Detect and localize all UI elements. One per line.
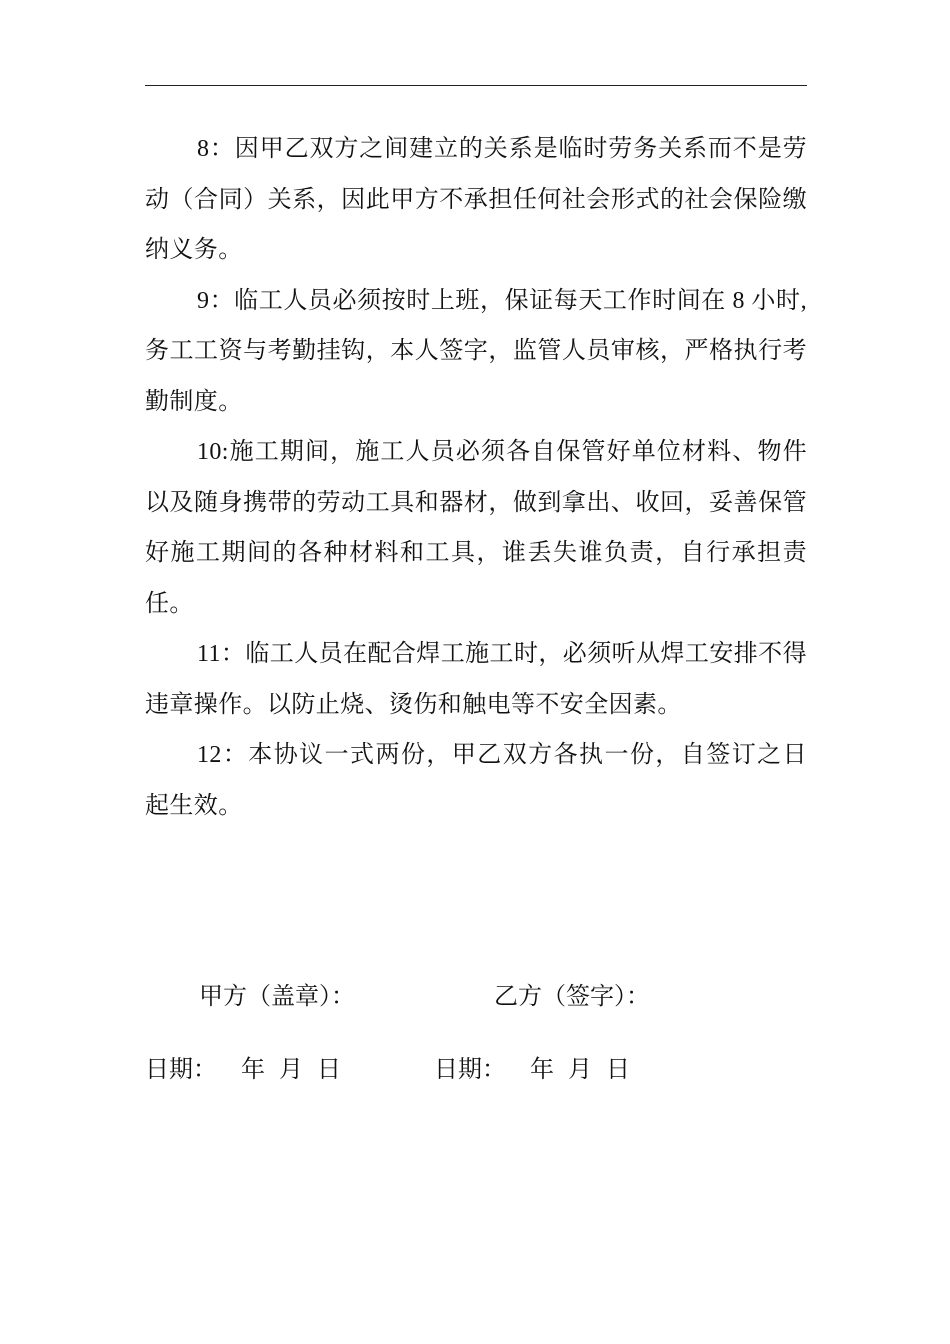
clause-11: 11：临工人员在配合焊工施工时，必须听从焊工安排不得违章操作。以防止烧、烫伤和触电等不安全因素。 (145, 641, 807, 718)
party-b-signature-label: 乙方（签字）： (494, 984, 650, 1010)
year-label: 年 (530, 1057, 554, 1083)
date-label: 日期： (145, 1057, 217, 1083)
day-label: 日 (317, 1057, 341, 1083)
clause-12: 12：本协议一式两份，甲乙双方各执一份，自签订之日起生效。 (145, 742, 807, 819)
clause-9: 9：临工人员必须按时上班，保证每天工作时间在 8 小时,务工工资与考勤挂钩，本人签字，监管人员审核，严格执行考勤制度。 (145, 287, 807, 415)
year-label: 年 (241, 1057, 265, 1083)
party-b-date (434, 1054, 630, 1086)
date-label: 日期： (434, 1057, 506, 1083)
clause-10: 10:施工期间，施工人员必须各自保管好单位材料、物件以及随身携带的劳动工具和器材，做到拿出、收回，妥善保管好施工期间的各种材料和工具，谁丢失谁负责，自行承担责任。 (145, 439, 807, 617)
agreement-body (145, 124, 807, 831)
day-label: 日 (606, 1057, 630, 1083)
party-a-date (145, 1054, 341, 1086)
month-label: 月 (568, 1057, 592, 1083)
header-rule (145, 85, 807, 86)
clause-8: 8：因甲乙双方之间建立的关系是临时劳务关系而不是劳动（合同）关系，因此甲方不承担任何社会形式的社会保险缴纳义务。 (145, 136, 807, 263)
party-a-seal-label: 甲方（盖章）： (199, 984, 355, 1010)
month-label: 月 (279, 1057, 303, 1083)
